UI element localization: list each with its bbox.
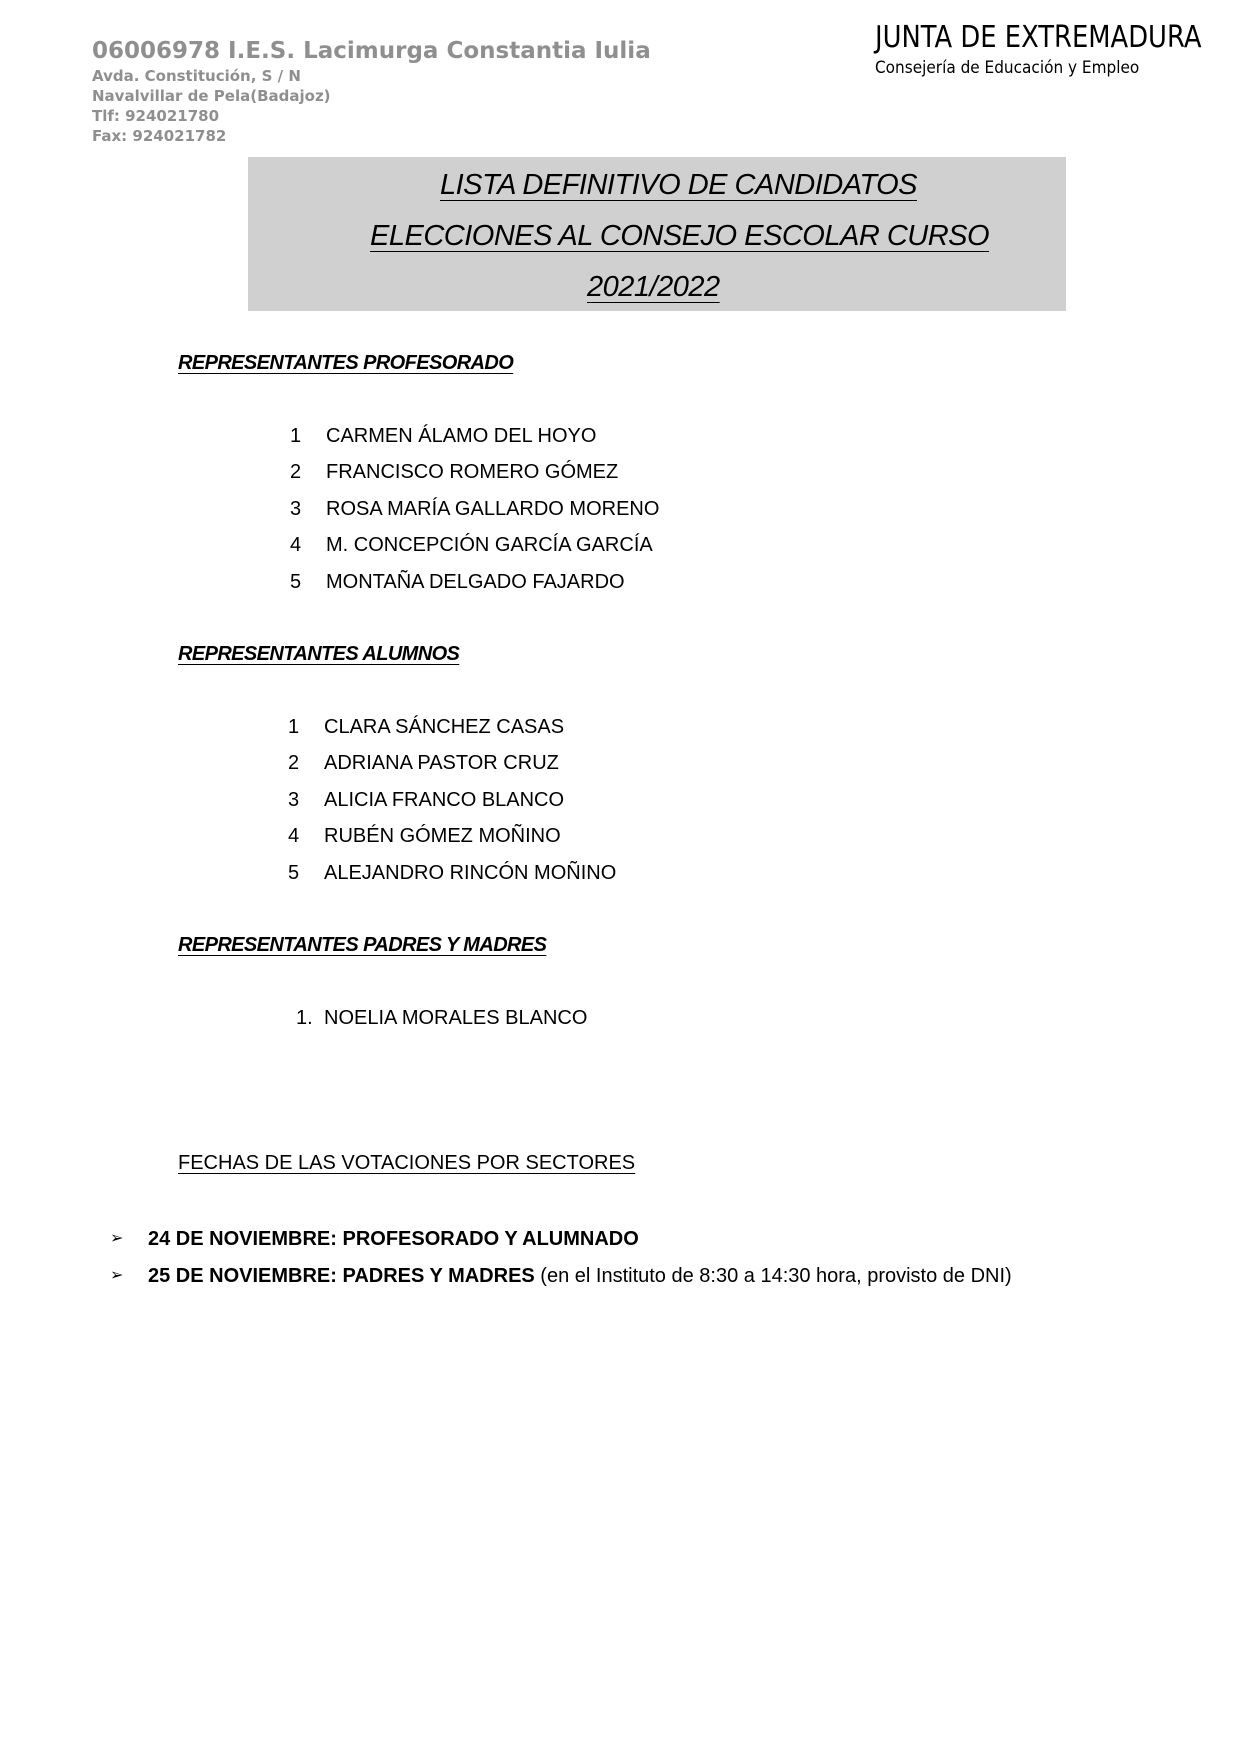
item-number: 5 <box>288 861 300 884</box>
title-line-1: LISTA DEFINITIVO DE CANDIDATOS <box>440 169 917 201</box>
school-phone: Tlf: 924021780 <box>92 107 220 125</box>
candidate-name: CLARA SÁNCHEZ CASAS <box>324 716 565 738</box>
item-number: 5 <box>290 570 302 593</box>
item-number: 4 <box>290 534 302 557</box>
candidate-name: ALEJANDRO RINCÓN MOÑINO <box>324 861 617 884</box>
candidate-name: ROSA MARÍA GALLARDO MORENO <box>326 497 660 520</box>
item-number: 1. <box>296 1007 313 1029</box>
candidate-name: ADRIANA PASTOR CRUZ <box>324 752 559 775</box>
item-number: 3 <box>290 497 302 520</box>
school-address: Avda. Constitución, S / N <box>92 67 301 85</box>
section-heading-padres: REPRESENTANTES PADRES Y MADRES <box>178 934 547 956</box>
item-number: 1 <box>290 425 302 447</box>
candidate-name: NOELIA MORALES BLANCO <box>324 1007 588 1029</box>
junta-subtitle: Consejería de Educación y Empleo <box>875 58 1140 78</box>
item-number: 2 <box>288 752 300 775</box>
document-title-box <box>248 157 1066 311</box>
candidate-name: ALICIA FRANCO BLANCO <box>324 788 565 811</box>
title-line-3: 2021/2022 <box>587 271 720 303</box>
vote-detail: (en el Instituto de 8:30 a 14:30 hora, provisto de DNI) <box>534 1265 1012 1287</box>
section-heading-profesorado: REPRESENTANTES PROFESORADO <box>178 352 514 374</box>
school-code-name: 06006978 I.E.S. Lacimurga Constantia Iulia <box>92 38 651 64</box>
school-fax: Fax: 924021782 <box>92 127 227 145</box>
vote-date: 24 DE NOVIEMBRE: PROFESORADO Y ALUMNADO <box>148 1228 639 1250</box>
junta-logo <box>875 20 1240 80</box>
candidate-name: FRANCISCO ROMERO GÓMEZ <box>326 461 619 484</box>
item-number: 3 <box>288 788 300 811</box>
vote-date: 25 DE NOVIEMBRE: PADRES Y MADRES <box>148 1265 535 1287</box>
school-header <box>92 36 651 146</box>
junta-title: JUNTA DE EXTREMADURA <box>875 20 1202 55</box>
item-number: 1 <box>288 716 300 738</box>
arrow-bullet-icon: ➢ <box>110 1230 124 1247</box>
voting-dates-heading: FECHAS DE LAS VOTACIONES POR SECTORES <box>178 1152 636 1174</box>
item-number: 2 <box>290 461 302 484</box>
section-heading-alumnos: REPRESENTANTES ALUMNOS <box>178 643 460 665</box>
school-town: Navalvillar de Pela(Badajoz) <box>92 87 331 105</box>
candidate-name: RUBÉN GÓMEZ MOÑINO <box>324 825 561 848</box>
candidate-name: M. CONCEPCIÓN GARCÍA GARCÍA <box>326 534 653 557</box>
arrow-bullet-icon: ➢ <box>110 1267 124 1284</box>
candidate-name: CARMEN ÁLAMO DEL HOYO <box>326 425 597 447</box>
candidate-name: MONTAÑA DELGADO FAJARDO <box>326 570 625 593</box>
title-line-2: ELECCIONES AL CONSEJO ESCOLAR CURSO <box>370 220 990 252</box>
item-number: 4 <box>288 825 300 848</box>
